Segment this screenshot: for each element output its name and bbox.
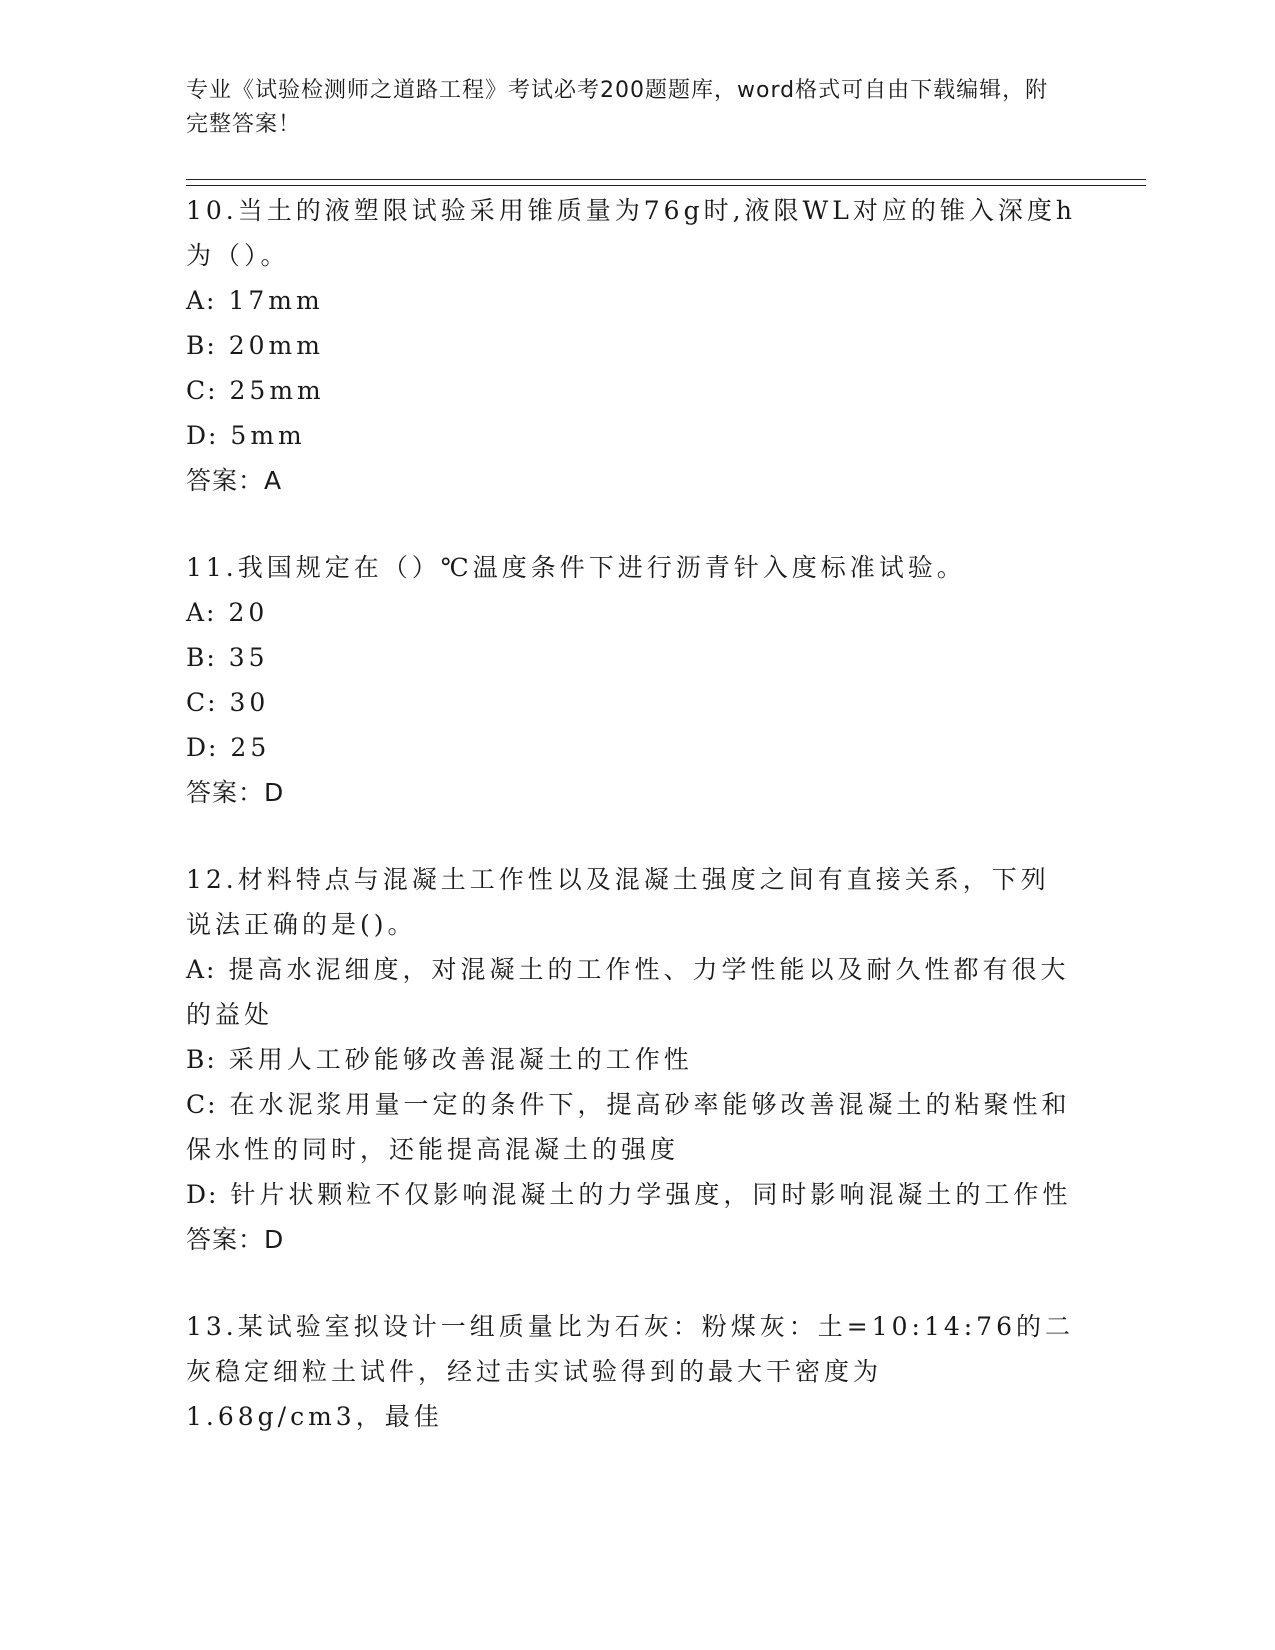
header-divider-top — [186, 179, 1146, 180]
question-12 — [186, 857, 1076, 1262]
option-b — [186, 635, 1076, 680]
option-c — [186, 680, 1076, 725]
option-letter: C: — [186, 688, 218, 717]
option-d — [186, 725, 1076, 770]
option-text: 25mm — [229, 376, 325, 405]
option-a — [186, 590, 1076, 635]
question-11 — [186, 545, 1076, 815]
option-b — [186, 1037, 1076, 1082]
option-letter: B: — [186, 331, 217, 360]
option-letter: D: — [186, 733, 219, 762]
option-letter: B: — [186, 643, 217, 672]
option-letter: C: — [186, 1090, 218, 1119]
question-stem: 13.某试验室拟设计一组质量比为石灰：粉煤灰：土=10:14:76的二灰稳定细粒土试件，经过击实试验得到的最大干密度为1.68g/cm3，最佳 — [186, 1312, 1074, 1431]
option-b — [186, 323, 1076, 368]
option-letter: A: — [186, 598, 217, 627]
option-letter: D: — [186, 1180, 219, 1209]
option-letter: A: — [186, 286, 217, 315]
option-c — [186, 368, 1076, 413]
document-header: 专业《试验检测师之道路工程》考试必考200题题库，word格式可自由下载编辑，附完整答案！ — [186, 78, 1049, 137]
questions-list — [186, 188, 1076, 1481]
option-text: 20 — [228, 598, 269, 627]
option-d — [186, 1172, 1076, 1217]
option-text: 采用人工砂能够改善混凝土的工作性 — [228, 1045, 693, 1074]
option-letter: C: — [186, 376, 218, 405]
option-letter: D: — [186, 421, 219, 450]
answer-line: 答案：D — [186, 1225, 285, 1254]
header-divider-bottom — [186, 185, 1146, 186]
option-text: 针片状颗粒不仅影响混凝土的力学强度，同时影响混凝土的工作性 — [230, 1180, 1072, 1209]
option-text: 35 — [228, 643, 269, 672]
question-13 — [186, 1304, 1076, 1439]
question-10 — [186, 188, 1076, 503]
option-d — [186, 413, 1076, 458]
question-stem: 12.材料特点与混凝土工作性以及混凝土强度之间有直接关系，下列说法正确的是()。 — [186, 865, 1050, 939]
option-text: 17mm — [228, 286, 324, 315]
option-text: 在水泥浆用量一定的条件下，提高砂率能够改善混凝土的粘聚性和保水性的同时，还能提高混凝土的强度 — [186, 1090, 1071, 1164]
option-a — [186, 947, 1076, 1037]
question-stem: 11.我国规定在（）℃温度条件下进行沥青针入度标准试验。 — [186, 553, 966, 582]
answer-line: 答案：D — [186, 778, 285, 807]
option-c — [186, 1082, 1076, 1172]
answer-line: 答案：A — [186, 466, 283, 495]
option-text: 提高水泥细度，对混凝土的工作性、力学性能以及耐久性都有很大的益处 — [186, 955, 1070, 1029]
option-text: 25 — [230, 733, 271, 762]
option-a — [186, 278, 1076, 323]
option-text: 20mm — [228, 331, 324, 360]
option-text: 5mm — [230, 421, 306, 450]
option-letter: A: — [186, 955, 217, 984]
question-stem: 10.当土的液塑限试验采用锥质量为76g时,液限WL对应的锥入深度h为（）。 — [186, 196, 1076, 270]
option-letter: B: — [186, 1045, 217, 1074]
option-text: 30 — [229, 688, 270, 717]
